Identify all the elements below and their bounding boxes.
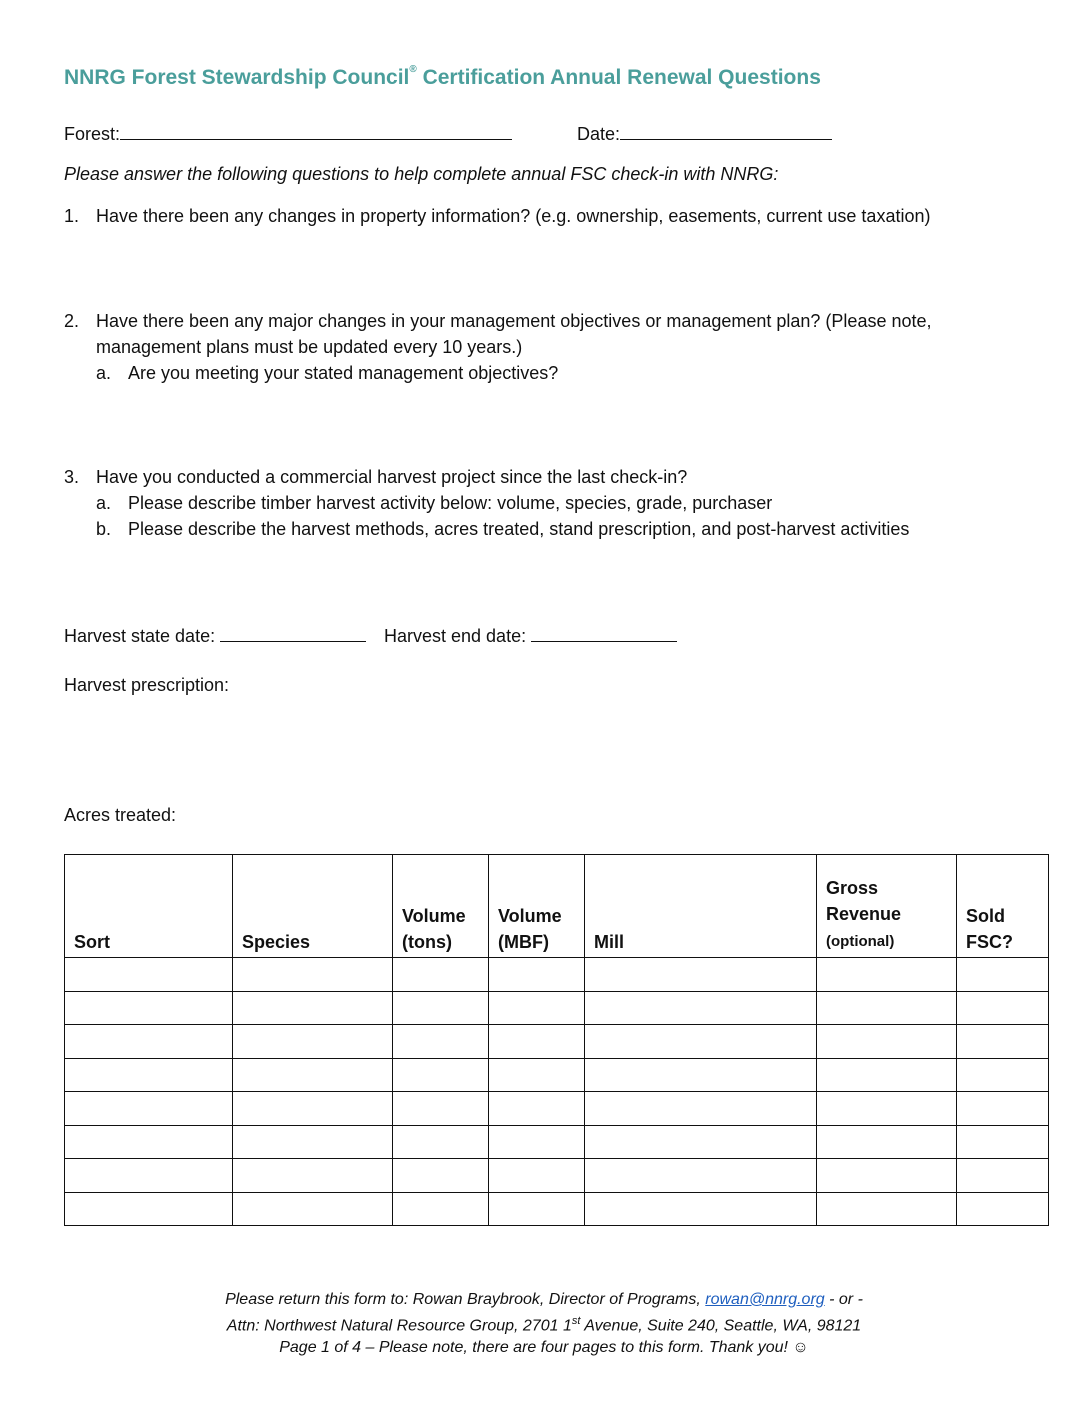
footer-line-1: Please return this form to: Rowan Braybrook, Director of Programs, rowan@nnrg.org - or - <box>225 1291 863 1308</box>
cell-gross-revenue[interactable] <box>817 1125 957 1159</box>
table-row <box>65 1025 1049 1059</box>
cell-volume-mbf[interactable] <box>489 1125 585 1159</box>
cell-mill[interactable] <box>585 1192 817 1226</box>
harvest-end-label: Harvest end date: <box>384 626 532 646</box>
table-row <box>65 1192 1049 1226</box>
cell-mill[interactable] <box>585 1025 817 1059</box>
date-blank[interactable] <box>620 121 832 140</box>
cell-mill[interactable] <box>585 1125 817 1159</box>
cell-gross-revenue[interactable] <box>817 1192 957 1226</box>
cell-volume-mbf[interactable] <box>489 1159 585 1193</box>
cell-species[interactable] <box>233 958 393 992</box>
forest-label: Forest: <box>64 124 121 144</box>
cell-species[interactable] <box>233 1025 393 1059</box>
email-link[interactable]: rowan@nnrg.org <box>705 1291 825 1308</box>
cell-volume-tons[interactable] <box>393 991 489 1025</box>
table-row <box>65 1092 1049 1126</box>
header-mill: Mill <box>585 855 817 958</box>
table-row <box>65 1159 1049 1193</box>
cell-species[interactable] <box>233 991 393 1025</box>
cell-species[interactable] <box>233 1159 393 1193</box>
cell-volume-tons[interactable] <box>393 1159 489 1193</box>
harvest-start-field[interactable] <box>64 623 366 647</box>
header-gross-revenue <box>817 855 957 958</box>
cell-sort[interactable] <box>65 1058 233 1092</box>
cell-sort[interactable] <box>65 1159 233 1193</box>
cell-species[interactable] <box>233 1192 393 1226</box>
question-2-line1: Have there been any major changes in your management objectives or management plan? (Please note, <box>96 311 932 331</box>
cell-sort[interactable] <box>65 1192 233 1226</box>
cell-gross-revenue[interactable] <box>817 958 957 992</box>
cell-volume-mbf[interactable] <box>489 958 585 992</box>
question-3a: Please describe timber harvest activity below: volume, species, grade, purchaser <box>128 493 773 513</box>
cell-volume-tons[interactable] <box>393 958 489 992</box>
cell-volume-tons[interactable] <box>393 1192 489 1226</box>
header-species: Species <box>233 855 393 958</box>
question-2a: Are you meeting your stated management objectives? <box>128 363 559 383</box>
cell-sort[interactable] <box>65 1025 233 1059</box>
date-field[interactable] <box>577 121 832 145</box>
footer-line-3: Page 1 of 4 – Please note, there are four pages to this form. Thank you! ☺ <box>279 1339 809 1356</box>
page-title: NNRG Forest Stewardship Council® Certification Annual Renewal Questions <box>64 64 821 89</box>
cell-gross-revenue[interactable] <box>817 1058 957 1092</box>
forest-blank[interactable] <box>120 121 512 140</box>
cell-volume-mbf[interactable] <box>489 991 585 1025</box>
question-1: Have there been any changes in property information? (e.g. ownership, easements, current use taxation) <box>96 206 931 226</box>
cell-sold-fsc[interactable] <box>957 1192 1049 1226</box>
forest-field[interactable] <box>64 121 512 145</box>
cell-sort[interactable] <box>65 1125 233 1159</box>
cell-volume-mbf[interactable] <box>489 1192 585 1226</box>
table-row <box>65 958 1049 992</box>
cell-sold-fsc[interactable] <box>957 1092 1049 1126</box>
cell-species[interactable] <box>233 1092 393 1126</box>
cell-volume-mbf[interactable] <box>489 1025 585 1059</box>
date-label: Date: <box>577 124 621 144</box>
cell-mill[interactable] <box>585 1058 817 1092</box>
table-row <box>65 991 1049 1025</box>
cell-sold-fsc[interactable] <box>957 1058 1049 1092</box>
cell-sold-fsc[interactable] <box>957 1125 1049 1159</box>
cell-volume-tons[interactable] <box>393 1125 489 1159</box>
question-2a-letter: a. <box>96 363 112 383</box>
question-3: Have you conducted a commercial harvest project since the last check-in? <box>96 467 688 487</box>
cell-sort[interactable] <box>65 958 233 992</box>
header-sold-fsc: Sold FSC? <box>957 855 1049 958</box>
cell-volume-tons[interactable] <box>393 1092 489 1126</box>
footer-line-2: Attn: Northwest Natural Resource Group, 2701 1st Avenue, Suite 240, Seattle, WA, 98121 <box>226 1315 862 1335</box>
table-row <box>65 1058 1049 1092</box>
question-2-number: 2. <box>64 311 80 331</box>
cell-mill[interactable] <box>585 1092 817 1126</box>
gross-revenue-label: Gross Revenue <box>826 878 902 924</box>
cell-volume-tons[interactable] <box>393 1025 489 1059</box>
instructions: Please answer the following questions to help complete annual FSC check-in with NNRG: <box>64 164 779 184</box>
cell-mill[interactable] <box>585 991 817 1025</box>
harvest-end-field[interactable] <box>384 623 677 647</box>
optional-label: (optional) <box>826 933 895 950</box>
header-volume-tons: Volume (tons) <box>393 855 489 958</box>
harvest-start-blank[interactable] <box>220 623 366 642</box>
cell-gross-revenue[interactable] <box>817 1025 957 1059</box>
question-3a-letter: a. <box>96 493 112 513</box>
cell-species[interactable] <box>233 1125 393 1159</box>
question-3-number: 3. <box>64 467 80 487</box>
cell-sold-fsc[interactable] <box>957 1025 1049 1059</box>
registered-mark: ® <box>409 64 417 75</box>
cell-sort[interactable] <box>65 1092 233 1126</box>
cell-mill[interactable] <box>585 1159 817 1193</box>
table-header-row <box>65 855 1049 958</box>
cell-volume-mbf[interactable] <box>489 1058 585 1092</box>
cell-volume-mbf[interactable] <box>489 1092 585 1126</box>
harvest-prescription-label: Harvest prescription: <box>64 675 230 695</box>
cell-sort[interactable] <box>65 991 233 1025</box>
cell-sold-fsc[interactable] <box>957 958 1049 992</box>
question-3b: Please describe the harvest methods, acres treated, stand prescription, and post-harvest activities <box>128 519 910 539</box>
question-3b-letter: b. <box>96 519 112 539</box>
acres-treated-label: Acres treated: <box>64 805 177 825</box>
cell-species[interactable] <box>233 1058 393 1092</box>
header-sort: Sort <box>65 855 233 958</box>
table-row <box>65 1125 1049 1159</box>
cell-gross-revenue[interactable] <box>817 1159 957 1193</box>
cell-sold-fsc[interactable] <box>957 1159 1049 1193</box>
cell-gross-revenue[interactable] <box>817 1092 957 1126</box>
header-volume-mbf: Volume (MBF) <box>489 855 585 958</box>
harvest-end-blank[interactable] <box>531 623 677 642</box>
cell-volume-tons[interactable] <box>393 1058 489 1092</box>
question-2-line2: management plans must be updated every 10 years.) <box>96 337 523 357</box>
cell-mill[interactable] <box>585 958 817 992</box>
cell-sold-fsc[interactable] <box>957 991 1049 1025</box>
question-1-number: 1. <box>64 206 80 226</box>
harvest-start-label: Harvest state date: <box>64 626 221 646</box>
cell-gross-revenue[interactable] <box>817 991 957 1025</box>
harvest-table <box>64 854 1049 1226</box>
